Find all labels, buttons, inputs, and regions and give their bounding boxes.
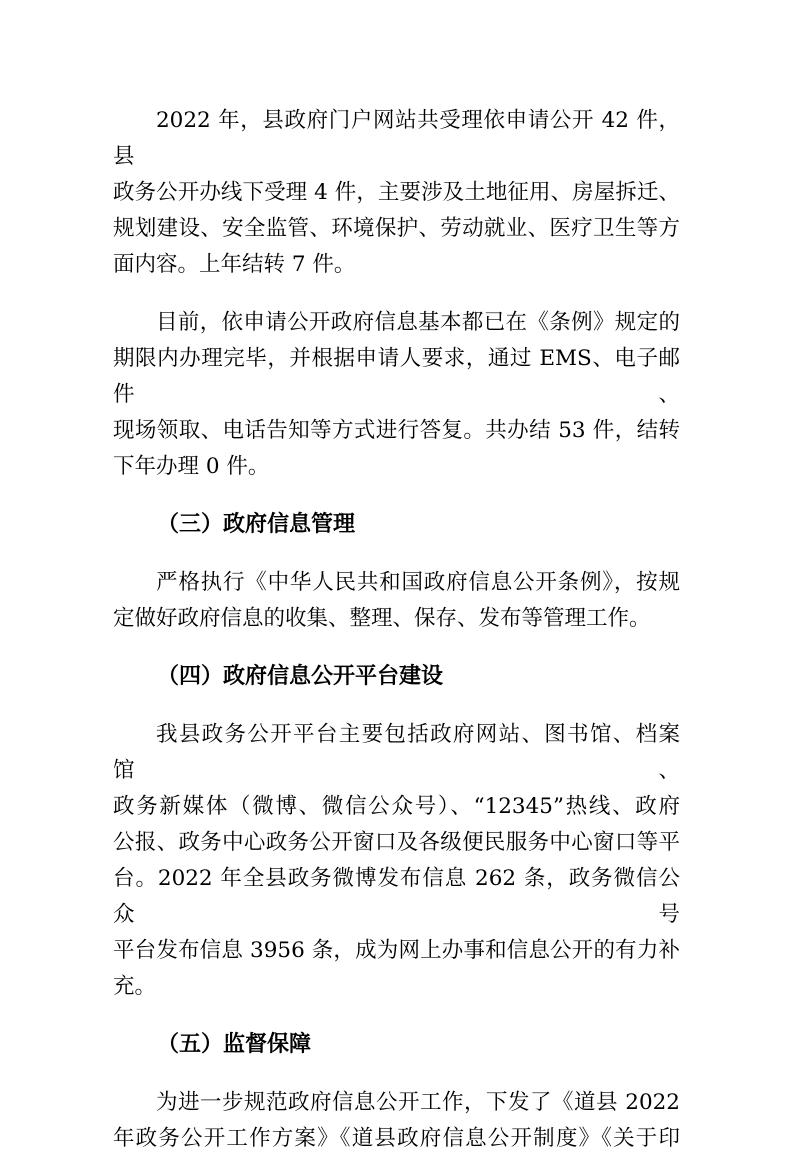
text-line: 期限内办理完毕，并根据申请人要求，通过 EMS、电子邮件、 <box>113 346 680 407</box>
paragraph-platform-construction <box>113 717 680 1005</box>
section-heading-supervision: （五）监督保障 <box>157 1032 312 1057</box>
text-line: 平台发布信息 3956 条，成为网上办事和信息公开的有力补 <box>113 938 680 963</box>
text-line: 2022 年，县政府门户网站共受理依申请公开 42 件，县 <box>113 108 680 169</box>
text-line: 为进一步规范政府信息公开工作，下发了《道县 2022 <box>156 1090 680 1115</box>
text-line: 严格执行《中华人民共和国政府信息公开条例》，按规 <box>156 570 680 595</box>
text-line: 下年办理 0 件。 <box>113 454 270 479</box>
text-line: 现场领取、电话告知等方式进行答复。共办结 53 件，结转 <box>113 418 680 443</box>
text-line: 政务新媒体（微博、微信公众号）、“12345”热线、政府 <box>113 794 680 819</box>
text-line: 台。2022 年全县政务微博发布信息 262 条，政务微信公众号 <box>113 866 680 927</box>
section-heading-info-management: （三）政府信息管理 <box>157 512 356 537</box>
text-line: 目前，依申请公开政府信息基本都已在《条例》规定的 <box>156 310 680 335</box>
text-line: 年政务公开工作方案》《道县政府信息公开制度》《关于印 <box>113 1126 680 1151</box>
text-line: 定做好政府信息的收集、整理、保存、发布等管理工作。 <box>113 606 651 631</box>
text-line: 充。 <box>113 974 157 999</box>
text-line: 公报、政务中心政务公开窗口及各级便民服务中心窗口等平 <box>113 830 680 855</box>
text-line: 我县政务公开平台主要包括政府网站、图书馆、档案馆、 <box>113 722 680 783</box>
text-line: 面内容。上年结转 7 件。 <box>113 252 356 277</box>
text-line: 政务公开办线下受理 4 件，主要涉及土地征用、房屋拆迁、 <box>113 180 680 205</box>
paragraph-application-handling <box>113 305 680 485</box>
text-line: 规划建设、安全监管、环境保护、劳动就业、医疗卫生等方 <box>113 216 680 241</box>
paragraph-online-applications <box>113 103 680 283</box>
paragraph-supervision <box>113 1085 680 1157</box>
paragraph-info-management <box>113 565 680 637</box>
section-heading-platform-construction: （四）政府信息公开平台建设 <box>157 664 444 689</box>
